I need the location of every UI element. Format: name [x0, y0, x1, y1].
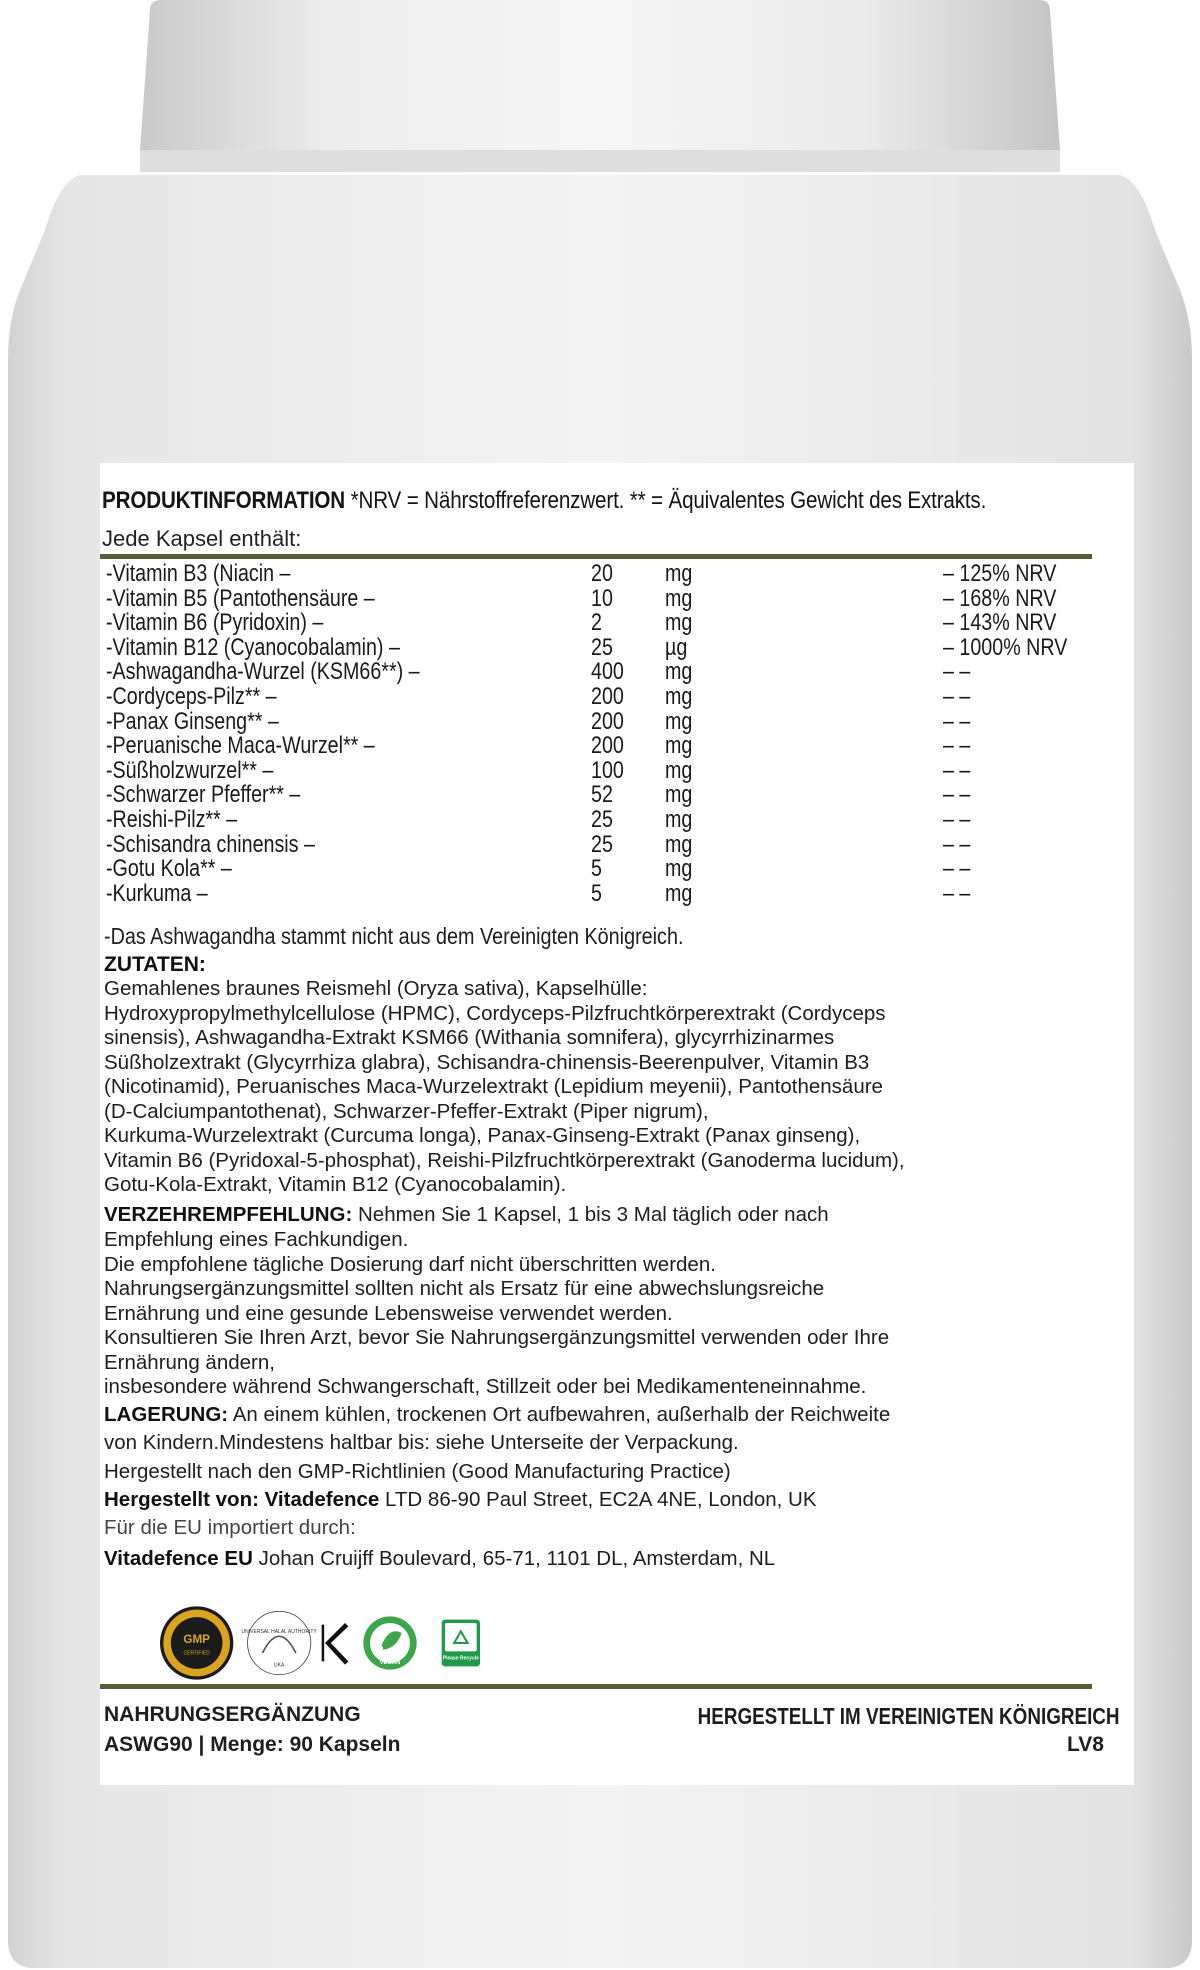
usage-line: Empfehlung eines Fachkundigen. — [104, 1228, 409, 1251]
nutrient-row — [106, 584, 1096, 612]
nutrient-name: -Panax Ginseng** – — [106, 707, 279, 735]
origin-note: -Das Ashwagandha stammt nicht aus dem Vereinigten Königreich. — [104, 923, 684, 949]
gmp-badge-text: GMP — [183, 1633, 210, 1646]
gmp-badge-subtext: CERTIFIED — [183, 1650, 210, 1657]
nutrient-nrv: – – — [943, 781, 971, 809]
header-title: PRODUKTINFORMATION — [102, 487, 346, 514]
label-header — [102, 487, 986, 515]
product-label — [100, 463, 1134, 1785]
nutrient-row — [106, 611, 1096, 636]
nutrient-nrv: – – — [943, 879, 971, 907]
importer-label: Für die EU importiert durch: — [104, 1516, 356, 1539]
nutrient-nrv: – – — [943, 707, 971, 735]
nutrient-amount: 5 — [591, 879, 602, 907]
gmp-certified-badge — [160, 1606, 233, 1679]
nutrient-nrv: – 168% NRV — [943, 584, 1057, 612]
halal-badge-subtext: UKA — [274, 1662, 285, 1669]
nutrient-nrv: – 125% NRV — [943, 560, 1057, 587]
nutrient-amount: 200 — [591, 682, 624, 710]
usage-line: insbesondere während Schwangerschaft, Stillzeit oder bei Medikamenteneinnahme. — [104, 1375, 867, 1398]
manufacturer-label: Hergestellt von: Vitadefence — [104, 1488, 380, 1511]
usage-line: Ernährung ändern, — [104, 1350, 275, 1374]
importer-line — [104, 1547, 775, 1572]
nutrient-unit: mg — [665, 707, 693, 735]
kosher-k-icon — [322, 1623, 349, 1665]
usage-line: Ernährung und eine gesunde Lebensweise verwendet werden. — [104, 1301, 673, 1325]
nutrient-name: -Vitamin B3 (Niacin – — [106, 560, 291, 587]
importer-address: Johan Cruijff Boulevard, 65-71, 1101 DL, Amsterdam, NL — [252, 1547, 776, 1570]
nutrient-unit: mg — [665, 756, 693, 784]
nutrient-amount: 200 — [591, 707, 624, 735]
nutrient-row — [106, 734, 1096, 759]
nutrient-row — [106, 660, 1096, 685]
recycle-badge — [442, 1620, 480, 1667]
nutrient-name: -Kurkuma – — [106, 879, 208, 907]
ingredients-line: Vitamin B6 (Pyridoxal-5-phosphat), Reishi-Pilzfruchtkörperextrakt (Ganoderma lucidum), — [104, 1148, 905, 1172]
usage-title: VERZEHREMPFEHLUNG: — [104, 1203, 353, 1226]
top-divider — [100, 554, 1092, 559]
storage-title: LAGERUNG: — [104, 1403, 229, 1426]
gmp-text: Hergestellt nach den GMP-Richtlinien (Good Manufacturing Practice) — [104, 1460, 731, 1483]
nutrient-name: -Reishi-Pilz** – — [106, 805, 238, 833]
nutrient-unit: mg — [665, 584, 693, 612]
vegan-badge — [363, 1616, 416, 1669]
nutrient-unit: µg — [665, 633, 688, 661]
ingredients-line: sinensis), Ashwagandha-Extrakt KSM66 (Withania somnifera), glycyrrhizinarmes — [104, 1026, 835, 1049]
storage-line-2: von Kindern.Mindestens haltbar bis: siehe Unterseite der Verpackung. — [104, 1431, 739, 1454]
storage-line-1 — [104, 1403, 890, 1428]
importer-name: Vitadefence EU — [104, 1547, 253, 1570]
nutrient-nrv: – – — [943, 855, 971, 883]
nutrient-unit: mg — [665, 609, 693, 637]
nutrient-unit: mg — [665, 732, 693, 760]
nutrient-row — [106, 707, 1096, 735]
nutrient-name: -Vitamin B5 (Pantothensäure – — [106, 584, 375, 612]
nutrient-row — [106, 682, 1096, 710]
nutrient-amount: 25 — [591, 633, 613, 661]
nutrient-table — [106, 562, 1096, 906]
manufacturer-address: LTD 86-90 Paul Street, EC2A 4NE, London, UK — [379, 1488, 817, 1511]
certification-badges — [120, 1603, 580, 1683]
usage-line: Konsultieren Sie Ihren Arzt, bevor Sie Nahrungsergänzungsmittel verwenden oder Ihre — [104, 1326, 890, 1349]
footer-made-in: HERGESTELLT IM VEREINIGTEN KÖNIGREICH — [698, 1703, 1120, 1729]
ingredients-title: ZUTATEN: — [104, 953, 206, 976]
nutrient-name: -Vitamin B6 (Pyridoxin) – — [106, 609, 324, 637]
header-note: *NRV = Nährstoffreferenzwert. ** = Äquivalentes Gewicht des Extrakts. — [350, 487, 987, 514]
footer-category: NAHRUNGSERGÄNZUNG — [104, 1703, 361, 1726]
halal-badge — [242, 1611, 318, 1674]
nutrient-unit: mg — [665, 658, 693, 686]
nutrient-amount: 400 — [591, 658, 624, 686]
nutrient-unit: mg — [665, 560, 693, 587]
nutrient-name: -Cordyceps-Pilz** – — [106, 682, 277, 710]
ingredients-line: Gotu-Kola-Extrakt, Vitamin B12 (Cyanocobalamin). — [104, 1173, 567, 1196]
nutrient-nrv: – – — [943, 658, 971, 686]
storage-text: An einem kühlen, trockenen Ort aufbewahren, außerhalb der Reichweite — [228, 1403, 891, 1426]
capsule-subtitle: Jede Kapsel enthält: — [102, 526, 302, 551]
nutrient-unit: mg — [665, 781, 693, 809]
nutrient-unit: mg — [665, 805, 693, 833]
nutrient-unit: mg — [665, 855, 693, 883]
bottle-cap — [140, 0, 1060, 165]
nutrient-nrv: – – — [943, 756, 971, 784]
nutrient-amount: 200 — [591, 732, 624, 760]
nutrient-row — [106, 756, 1096, 784]
nutrient-nrv: – – — [943, 805, 971, 833]
usage-line: Nahrungsergänzungsmittel sollten nicht als Ersatz für eine abwechslungsreiche — [104, 1277, 825, 1300]
nutrient-amount: 25 — [591, 805, 613, 833]
nutrient-row — [106, 805, 1096, 833]
footer-sku-quantity: ASWG90 | Menge: 90 Kapseln — [104, 1733, 401, 1756]
bottom-divider — [100, 1684, 1092, 1689]
nutrient-nrv: – – — [943, 830, 971, 858]
ingredients-line: Gemahlenes braunes Reismehl (Oryza sativa), Kapselhülle: — [104, 977, 648, 1000]
nutrient-name: -Süßholzwurzel** – — [106, 756, 274, 784]
ingredients-line: Hydroxypropylmethylcellulose (HPMC), Cordyceps-Pilzfruchtkörperextrakt (Cordyceps — [104, 1001, 886, 1025]
nutrient-nrv: – 1000% NRV — [943, 633, 1068, 661]
ingredients-line: (D-Calciumpantothenat), Schwarzer-Pfeffer-Extrakt (Piper nigrum), — [104, 1099, 709, 1123]
nutrient-unit: mg — [665, 830, 693, 858]
usage-line: Die empfohlene tägliche Dosierung darf nicht überschritten werden. — [104, 1252, 716, 1276]
nutrient-name: -Gotu Kola** – — [106, 855, 232, 883]
manufacturer-line — [104, 1488, 817, 1513]
nutrient-row — [106, 857, 1096, 882]
nutrient-name: -Ashwagandha-Wurzel (KSM66**) – — [106, 658, 420, 686]
nutrient-amount: 25 — [591, 830, 613, 858]
nutrient-amount: 52 — [591, 781, 613, 809]
nutrient-row — [106, 783, 1096, 808]
nutrient-row — [106, 879, 1096, 907]
ingredients-line: Kurkuma-Wurzelextrakt (Curcuma longa), Panax-Ginseng-Extrakt (Panax ginseng), — [104, 1124, 861, 1147]
nutrient-amount: 100 — [591, 756, 624, 784]
nutrient-row — [106, 830, 1096, 858]
nutrient-name: -Vitamin B12 (Cyanocobalamin) – — [106, 633, 400, 661]
nutrient-nrv: – – — [943, 682, 971, 710]
nutrient-nrv: – – — [943, 732, 971, 760]
recycle-badge-text: Please Recycle — [442, 1655, 479, 1662]
footer-code: LV8 — [1067, 1733, 1104, 1756]
ingredients-line: (Nicotinamid), Peruanisches Maca-Wurzelextrakt (Lepidium meyenii), Pantothensäure — [104, 1075, 883, 1098]
nutrient-name: -Schwarzer Pfeffer** – — [106, 781, 301, 809]
nutrient-amount: 5 — [591, 855, 602, 883]
ingredients-line: Süßholzextrakt (Glycyrrhiza glabra), Schisandra-chinensis-Beerenpulver, Vitamin B3 — [104, 1050, 870, 1074]
nutrient-amount: 2 — [591, 609, 602, 637]
nutrient-nrv: – 143% NRV — [943, 609, 1057, 637]
nutrient-name: -Schisandra chinensis – — [106, 830, 315, 858]
nutrient-row — [106, 633, 1096, 661]
halal-badge-text: UNIVERSAL HALAL AUTHORITY — [241, 1629, 317, 1635]
nutrient-name: -Peruanische Maca-Wurzel** – — [106, 732, 375, 760]
usage-line-1 — [104, 1203, 829, 1228]
nutrient-row — [106, 562, 1096, 587]
vegan-badge-text: VEGAN — [379, 1659, 401, 1666]
nutrient-unit: mg — [665, 879, 693, 907]
nutrient-amount: 10 — [591, 584, 613, 612]
nutrient-amount: 20 — [591, 560, 613, 587]
usage-text: Nehmen Sie 1 Kapsel, 1 bis 3 Mal täglich oder nach — [352, 1203, 829, 1226]
nutrient-unit: mg — [665, 682, 693, 710]
